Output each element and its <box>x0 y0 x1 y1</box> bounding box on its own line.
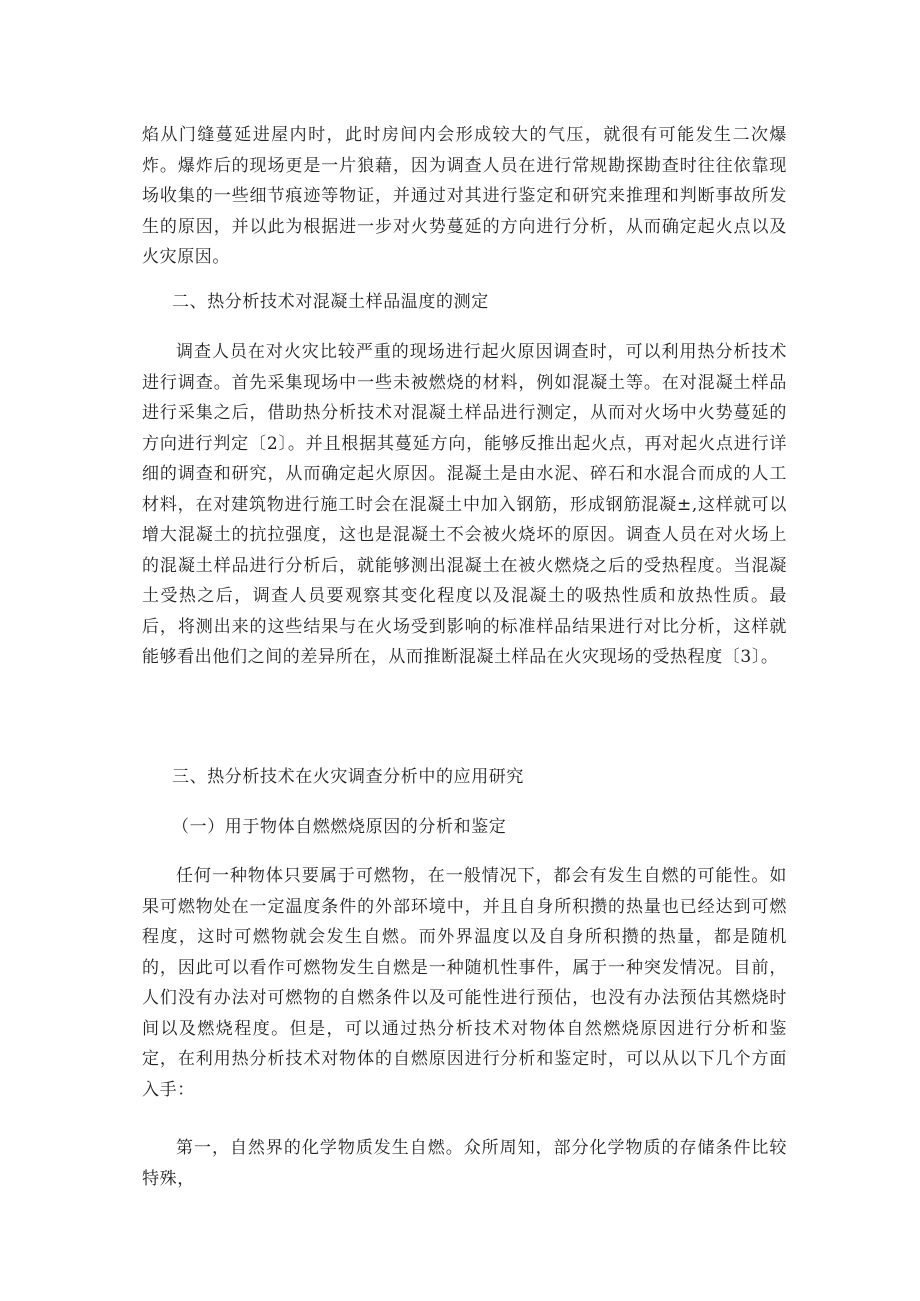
section-heading-2: 二、热分析技术对混凝土样品温度的测定 <box>172 292 489 312</box>
section-heading-3: 三、热分析技术在火灾调查分析中的应用研究 <box>172 767 524 787</box>
paragraph-explosion-aftermath: 焰从门缝蔓延进屋内时，此时房间内会形成较大的气压，就很有可能发生二次爆炸。爆炸后的现场更是一片狼藉，因为调查人员在进行常规勘探勘查时往往依靠现场收集的一些细节痕迹等物证，并通过对其进行鉴定和研究来推理和判断事故所发生的原因，并以此为根据进一步对火势蔓延的方向进行分析，从而确定起火点以及火灾原因。 <box>142 125 787 267</box>
paragraph-spontaneous-combustion: 任何一种物体只要属于可燃物，在一般情况下，都会有发生自燃的可能性。如果可燃物处在一定温度条件的外部环境中，并且自身所积攒的热量也已经达到可燃程度，这时可燃物就会发生自燃。而外界温度以及自身所积攒的热量，都是随机的，因此可以看作可燃物发生自燃是一种随机性事件，属于一种突发情况。目前，人们没有办法对可燃物的自燃条件以及可能性进行预估，也没有办法预估其燃烧时间以及燃烧程度。但是，可以通过热分析技术对物体自然燃烧原因进行分析和鉴定，在利用热分析技术对物体的自燃原因进行分析和鉴定时，可以从以下几个方面入手： <box>142 866 787 1100</box>
paragraph-concrete-sample-testing: 调查人员在对火灾比较严重的现场进行起火原因调查时，可以利用热分析技术进行调查。首先采集现场中一些未被燃烧的材料，例如混凝土等。在对混凝土样品进行采集之后，借助热分析技术对混凝土样品进行测定，从而对火场中火势蔓延的方向进行判定〔2〕。并且根据其蔓延方向，能够反推出起火点，再对起火点进行详细的调查和研究，从而确定起火原因。混凝土是由水泥、碎石和水混合而成的人工材料，在对建筑物进行施工时会在混凝土中加入钢筋，形成钢筋混凝±,这样就可以增大混凝土的抗拉强度，这也是混凝土不会被火烧坏的原因。调查人员在对火场上的混凝土样品进行分析后，就能够测出混凝土在被火燃烧之后的受热程度。当混凝土受热之后，调查人员要观察其变化程度以及混凝土的吸热性质和放热性质。最后，将测出来的这些结果与在火场受到影响的标准样品结果进行对比分析，这样就能够看出他们之间的差异所在，从而推断混凝土样品在火灾现场的受热程度〔3〕。 <box>142 342 787 667</box>
subsection-heading-1: （一）用于物体自燃燃烧原因的分析和鉴定 <box>172 817 507 837</box>
paragraph-chemical-substances: 第一，自然界的化学物质发生自燃。众所周知，部分化学物质的存储条件比较特殊， <box>142 1138 787 1189</box>
